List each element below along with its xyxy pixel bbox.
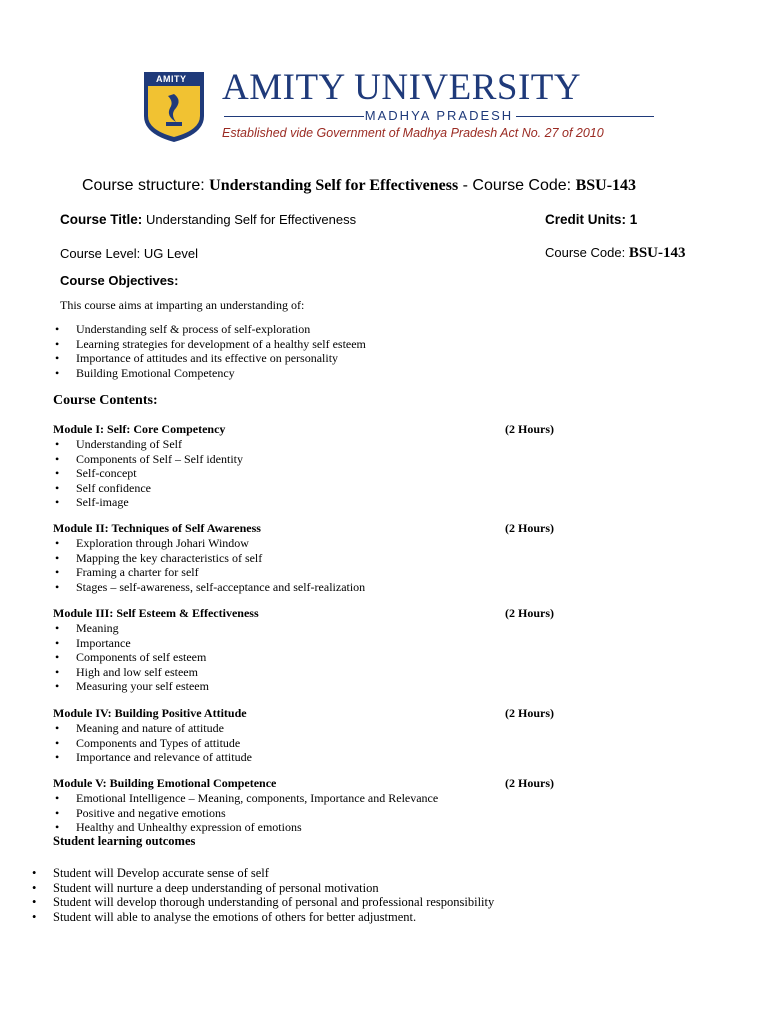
course-code-label: Course Code: [545, 245, 629, 260]
course-code-value: BSU-143 [628, 245, 686, 261]
list-item: • Meaning [76, 621, 209, 636]
module-items [76, 721, 252, 765]
list-item: • Importance of attitudes and its effective on personality [76, 351, 366, 366]
credit-units: Credit Units: 1 [545, 212, 638, 227]
list-item: • Mapping the key characteristics of self [76, 551, 365, 566]
module-items [76, 437, 243, 510]
contents-heading: Course Contents: [53, 393, 158, 408]
crest-text: AMITY [156, 74, 187, 84]
university-established: Established vide Government of Madhya Pradesh Act No. 27 of 2010 [222, 126, 604, 140]
list-item: • Meaning and nature of attitude [76, 721, 252, 736]
heading-prefix: Course structure: [82, 177, 210, 194]
list-item: • Stages – self-awareness, self-acceptance and self-realization [76, 580, 365, 595]
module-hours: (2 Hours) [505, 521, 554, 535]
outcomes-heading: Student learning outcomes [53, 834, 196, 848]
module-title: Module II: Techniques of Self Awareness [53, 521, 261, 535]
objectives-intro: This course aims at imparting an understanding of: [60, 298, 305, 312]
module-title: Module I: Self: Core Competency [53, 422, 226, 436]
list-item: • Student will nurture a deep understanding of personal motivation [53, 881, 494, 896]
objectives-list [76, 322, 366, 380]
module-hours: (2 Hours) [505, 776, 554, 790]
course-structure-heading [82, 177, 636, 195]
university-state-line [224, 108, 654, 124]
list-item: • Student will Develop accurate sense of self [53, 866, 494, 881]
heading-code-label: - Course Code: [458, 177, 576, 194]
heading-title: Understanding Self for Effectiveness [209, 177, 459, 194]
list-item: • Components of Self – Self identity [76, 452, 243, 467]
list-item: • Importance [76, 636, 209, 651]
course-title-label: Course Title: [60, 212, 147, 227]
list-item: • Student will develop thorough understanding of personal and professional responsibility [53, 895, 494, 910]
module-title: Module IV: Building Positive Attitude [53, 706, 247, 720]
heading-code: BSU-143 [575, 177, 637, 194]
course-level: Course Level: UG Level [60, 246, 199, 261]
list-item: • Importance and relevance of attitude [76, 750, 252, 765]
module-title: Module V: Building Emotional Competence [53, 776, 277, 790]
course-title-value: Understanding Self for Effectiveness [146, 212, 357, 227]
list-item: • Emotional Intelligence – Meaning, components, Importance and Relevance [76, 791, 438, 806]
list-item: • Understanding of Self [76, 437, 243, 452]
outcomes-list [53, 866, 494, 924]
list-item: • Healthy and Unhealthy expression of emotions [76, 820, 438, 835]
university-logo [138, 66, 668, 144]
module-hours: (2 Hours) [505, 422, 554, 436]
list-item: • High and low self esteem [76, 665, 209, 680]
list-item: • Components and Types of attitude [76, 736, 252, 751]
module-items [76, 536, 365, 594]
list-item: • Building Emotional Competency [76, 366, 366, 381]
list-item: • Self confidence [76, 481, 243, 496]
module-hours: (2 Hours) [505, 706, 554, 720]
course-title-line [60, 212, 356, 227]
list-item: • Understanding self & process of self-exploration [76, 322, 366, 337]
objectives-heading: Course Objectives: [60, 273, 179, 288]
list-item: • Measuring your self esteem [76, 679, 209, 694]
list-item: • Self-concept [76, 466, 243, 481]
list-item: • Components of self esteem [76, 650, 209, 665]
list-item: • Self-image [76, 495, 243, 510]
module-title: Module III: Self Esteem & Effectiveness [53, 606, 259, 620]
module-items [76, 621, 209, 694]
list-item: • Positive and negative emotions [76, 806, 438, 821]
module-items [76, 791, 438, 835]
list-item: • Learning strategies for development of a healthy self esteem [76, 337, 366, 352]
list-item: • Framing a charter for self [76, 565, 365, 580]
university-state: MADHYA PRADESH [364, 108, 514, 123]
list-item: • Exploration through Johari Window [76, 536, 365, 551]
list-item: • Student will able to analyse the emotions of others for better adjustment. [53, 910, 494, 925]
course-code-line [545, 244, 686, 262]
module-hours: (2 Hours) [505, 606, 554, 620]
university-name: AMITY UNIVERSITY [222, 67, 582, 108]
